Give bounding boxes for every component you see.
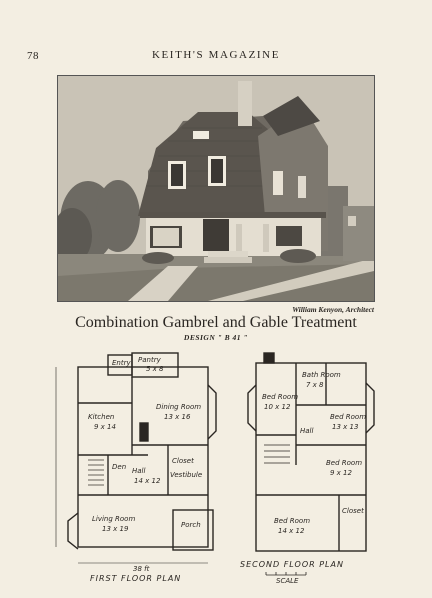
- bed3-dim: 9 x 12: [330, 469, 352, 477]
- hall-label-2: Hall: [300, 427, 314, 435]
- article-title: Combination Gambrel and Gable Treatment: [75, 314, 357, 331]
- bed1-label: Bed Room: [262, 393, 299, 401]
- living-label: Living Room: [92, 515, 136, 523]
- page-number: 78: [27, 50, 39, 62]
- dining-dim: 13 x 16: [164, 413, 191, 421]
- kitchen-label: Kitchen: [88, 413, 115, 421]
- bed4-dim: 14 x 12: [278, 527, 305, 535]
- bed2-dim: 13 x 13: [332, 423, 359, 431]
- bed3-label: Bed Room: [326, 459, 363, 467]
- running-head: KEITH'S MAGAZINE: [151, 49, 281, 61]
- closet-label: Closet: [172, 457, 194, 465]
- architect-credit: William Kenyon, Architect: [292, 305, 374, 314]
- den-label: Den: [112, 463, 127, 471]
- design-number: DESIGN " B 41 ": [183, 333, 249, 342]
- pantry-label: Pantry: [138, 356, 161, 364]
- pantry-dim: 5 x 8: [146, 365, 164, 373]
- first-floor-plan: [48, 345, 238, 585]
- second-floor-caption: SECOND FLOOR PLAN: [240, 560, 344, 569]
- living-dim: 13 x 19: [102, 525, 129, 533]
- bath-label: Bath Room: [302, 371, 341, 379]
- second-floor-plan: [234, 345, 394, 585]
- overall-dim: 38 ft: [133, 565, 150, 573]
- closet-label-2: Closet: [342, 507, 364, 515]
- first-floor-caption: FIRST FLOOR PLAN: [90, 574, 182, 583]
- bed2-label: Bed Room: [330, 413, 367, 421]
- scale-label: SCALE: [276, 577, 299, 585]
- hall-dim: 14 x 12: [134, 477, 161, 485]
- porch-label: Porch: [181, 521, 201, 529]
- dining-label: Dining Room: [156, 403, 202, 411]
- entry-label: Entry: [112, 359, 131, 367]
- bed1-dim: 10 x 12: [264, 403, 291, 411]
- bath-dim: 7 x 8: [306, 381, 324, 389]
- kitchen-dim: 9 x 14: [94, 423, 116, 431]
- house-photograph: [57, 75, 375, 302]
- vestibule-label: Vestibule: [170, 471, 203, 479]
- hall-label: Hall: [132, 467, 146, 475]
- bed4-label: Bed Room: [274, 517, 311, 525]
